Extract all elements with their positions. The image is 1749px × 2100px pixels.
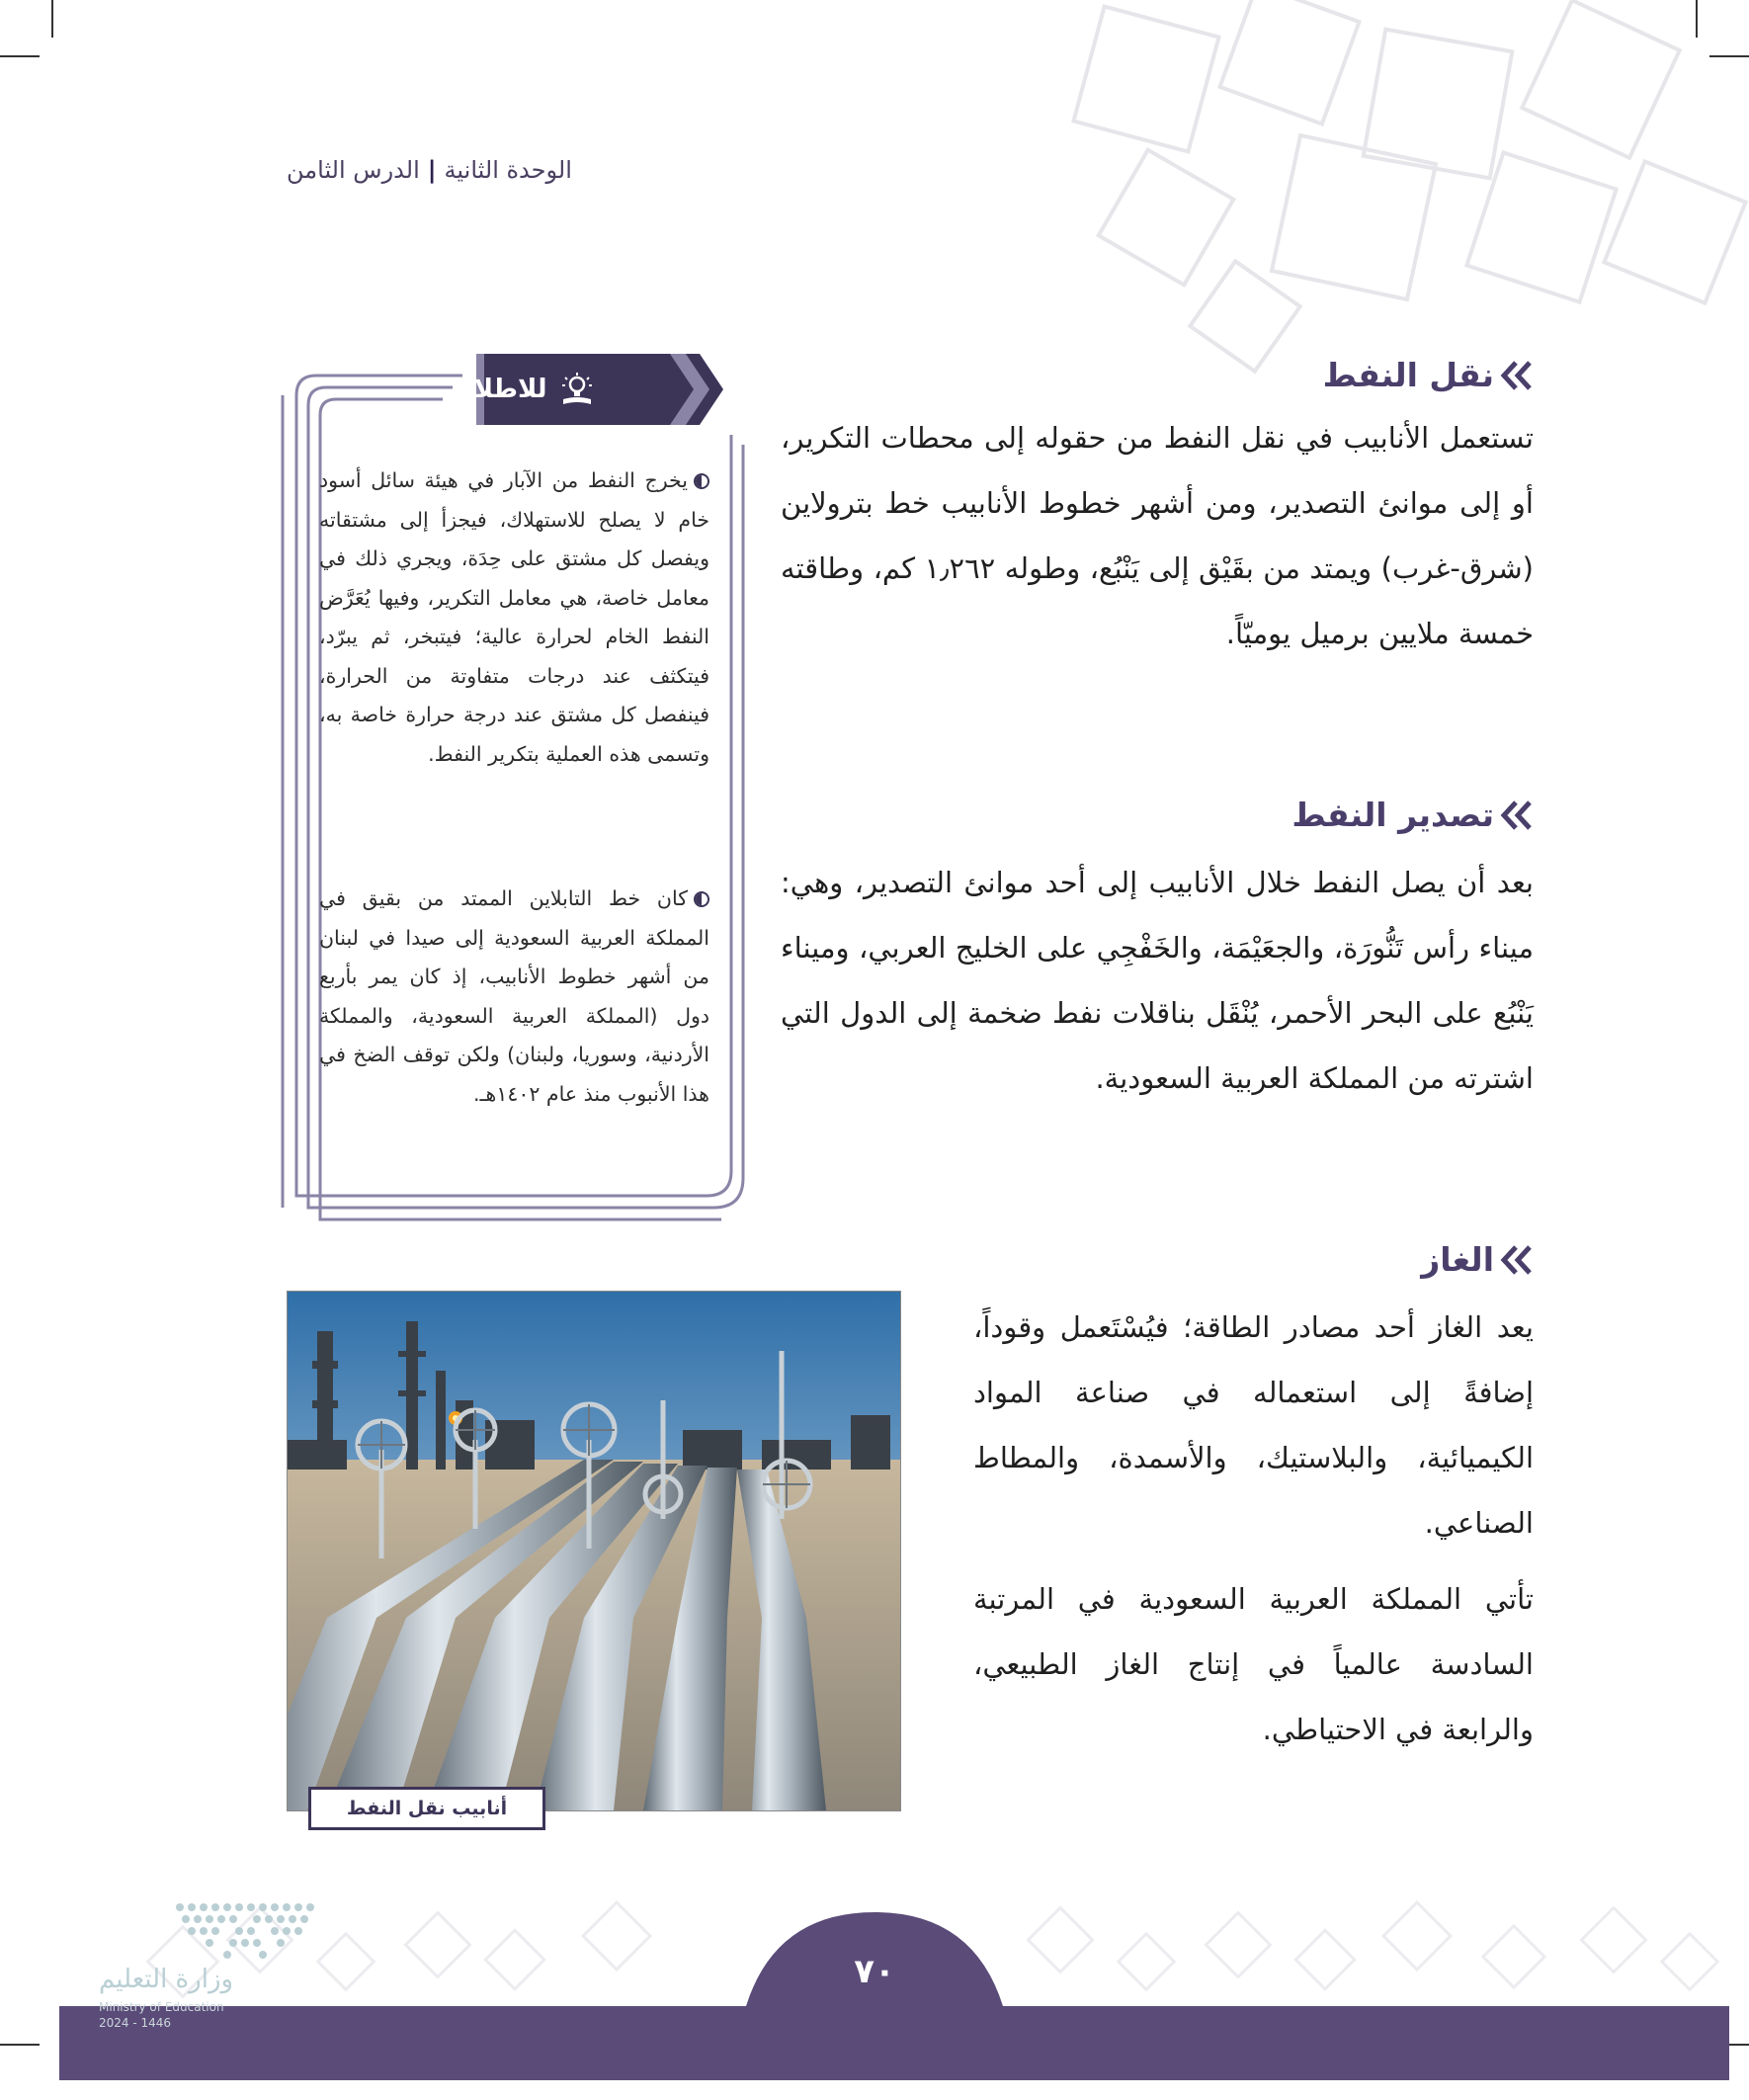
info-badge bbox=[457, 354, 723, 425]
sidebar-item-text: كان خط التابلاين الممتد من بقيق في المملكة العربية السعودية إلى صيدا في لبنان من أشهر خطوط الأنابيب، إذ كان يمر بأربع دول (المملكة العربية السعودية، والمملكة الأردنية، وسوريا، ولبنان) ولكن توقف الضخ في هذا الأنبوب منذ عام ١٤٠٢هـ. bbox=[319, 886, 709, 1106]
header-separator: | bbox=[427, 156, 437, 184]
double-chevron-icon bbox=[1500, 798, 1534, 832]
double-chevron-icon bbox=[1500, 1243, 1534, 1277]
sidebar-item-refining bbox=[319, 462, 709, 774]
ministry-logo bbox=[99, 1897, 346, 2036]
ministry-name-en: Ministry of Education bbox=[99, 2000, 224, 2014]
ministry-logo-mark bbox=[170, 1897, 328, 1967]
double-chevron-icon bbox=[1500, 359, 1534, 392]
paragraph-gas-ranking: تأتي المملكة العربية السعودية في المرتبة السادسة عالمياً في إنتاج الغاز الطبيعي، والرابعة في الاحتياطي. bbox=[973, 1582, 1534, 1746]
photo-caption: أنابيب نقل النفط bbox=[308, 1787, 545, 1830]
section-title-text: الغاز bbox=[1421, 1240, 1494, 1279]
ministry-name-ar: وزارة التعليم bbox=[99, 1965, 234, 1994]
pipelines-illustration bbox=[288, 1292, 900, 1810]
page-number: ٧٠ bbox=[854, 1952, 895, 1991]
sidebar-item-tapline bbox=[319, 880, 709, 1114]
paragraph-gas-uses: يعد الغاز أحد مصادر الطاقة؛ فيُسْتَعمل وقوداً، إضافةً إلى استعماله في صناعة المواد الكيميائية، والبلاستيك، والأسمدة، والمطاط الصناعي. bbox=[973, 1310, 1534, 1540]
badge-label bbox=[457, 372, 595, 407]
running-header bbox=[287, 156, 572, 184]
section-title-oil-transport bbox=[1323, 356, 1534, 394]
paragraph-oil-export: بعد أن يصل النفط خلال الأنابيب إلى أحد موانئ التصدير، وهي: ميناء رأس تَنُّورَة، والجعَيْمَة، والخَفْجِي على الخليج العربي، وميناء يَنْبُع على البحر الأحمر، يُنْقَل بناقلات نفط ضخمة إلى الدول التي اشترته من المملكة العربية السعودية. bbox=[781, 866, 1534, 1095]
pipelines-photo bbox=[287, 1291, 901, 1811]
sidebar-item-text: يخرج النفط من الآبار في هيئة سائل أسود خام لا يصلح للاستهلاك، فيجزأ إلى مشتقاته ويفصل كل مشتق على حِدَة، ويجري ذلك في معامل خاصة، هي معامل التكرير، وفيها يُعَرَّض النفط الخام لحرارة عالية؛ فيتبخر، ثم يبرّد، فيتكثف عند درجات متفاوتة من الحرارة، فينفصل كل مشتق عند درجة حرارة خاصة به، وتسمى هذه العملية بتكرير النفط. bbox=[319, 468, 709, 766]
section-title-text: تصدير النفط bbox=[1291, 796, 1494, 834]
badge-text: للاطلاع bbox=[457, 375, 547, 404]
bullet-icon bbox=[694, 891, 709, 907]
section-title-oil-export bbox=[1291, 796, 1534, 834]
paragraph-oil-transport: تستعمل الأنابيب في نقل النفط من حقوله إلى محطات التكرير، أو إلى موانئ التصدير، ومن أشهر خطوط الأنابيب خط بترولاين (شرق-غرب) ويمتد من بقَيْق إلى يَنْبُع، وطوله ١٫٢٦٢ كم، وطاقته خمسة ملايين برميل يوميّاً. bbox=[781, 421, 1534, 650]
lightbulb-book-icon bbox=[559, 372, 595, 407]
bullet-icon bbox=[694, 473, 709, 489]
edition-year: 2024 - 1446 bbox=[99, 2016, 172, 2030]
section-title-gas bbox=[1421, 1240, 1534, 1279]
section-title-text: نقل النفط bbox=[1322, 356, 1494, 394]
lesson-label: الدرس الثامن bbox=[287, 156, 420, 184]
unit-label: الوحدة الثانية bbox=[444, 156, 572, 184]
